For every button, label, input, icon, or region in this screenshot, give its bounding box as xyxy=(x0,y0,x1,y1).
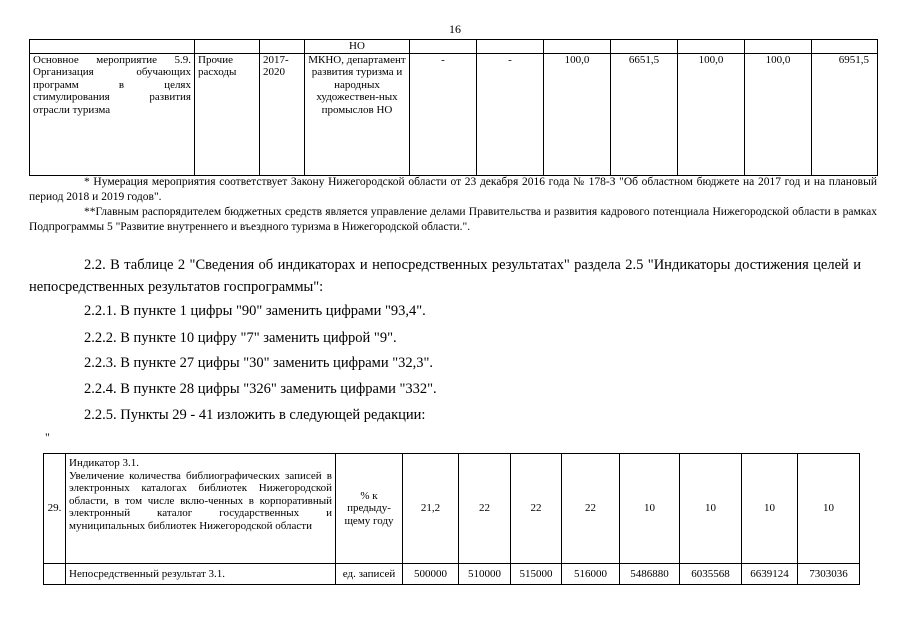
row-number-empty xyxy=(44,564,66,585)
result-value: 6035568 xyxy=(680,564,742,585)
indicator-description: Увеличение количества библиографических записей в электронных каталогах библиотек Нижегородской области, в том числе вклю-ченных в корпоративный электронный каталог государственных и муниципальных библиотек Нижегородской области xyxy=(69,469,332,532)
result-value: 516000 xyxy=(562,564,620,585)
indicator-value: 22 xyxy=(562,454,620,564)
table-header-tail-row xyxy=(30,40,878,54)
footnote-2: **Главным распорядителем бюджетных средств является управление делами Правительства и развития кадрового потенциала Нижегородской области в рамках Подпрограммы 5 "Развитие внутреннего и въездного туризма в Нижегородской области.". xyxy=(29,206,877,233)
activities-table xyxy=(29,39,878,176)
value-3: 100,0 xyxy=(544,53,611,175)
indicator-value: 10 xyxy=(620,454,680,564)
indicator-value: 22 xyxy=(511,454,562,564)
result-value: 6639124 xyxy=(742,564,798,585)
table-row xyxy=(30,53,878,175)
executor-header-tail: НО xyxy=(305,40,410,54)
indicator-value: 10 xyxy=(798,454,860,564)
footnote-1: * Нумерация мероприятия соответствует Закону Нижегородской области от 23 декабря 2016 года № 178-З "Об областном бюджете на 2017 год и на плановый период 2018 и 2019 годов". xyxy=(29,176,877,203)
indicator-cell xyxy=(66,454,336,564)
value-2: - xyxy=(477,53,544,175)
table-row xyxy=(44,454,860,564)
result-value: 7303036 xyxy=(798,564,860,585)
result-title: Непосредственный результат 3.1. xyxy=(66,564,336,585)
value-5: 100,0 xyxy=(678,53,745,175)
indicator-unit: % к предыду-щему году xyxy=(336,454,403,564)
indicator-value: 21,2 xyxy=(403,454,459,564)
paragraph-2-2-5: 2.2.5. Пункты 29 - 41 изложить в следующей редакции: xyxy=(84,407,426,423)
executor: МКНО, департамент развития туризма и народных художествен-ных промыслов НО xyxy=(305,53,410,175)
result-unit: ед. записей xyxy=(336,564,403,585)
row-number: 29. xyxy=(44,454,66,564)
paragraph-2-2: 2.2. В таблице 2 "Сведения об индикаторах и непосредственных результатах" раздела 2.5 "Индикаторы достижения целей и непосредственных результатов госпрограммы": xyxy=(29,257,861,295)
indicator-title: Индикатор 3.1. xyxy=(69,457,140,469)
table-row xyxy=(44,564,860,585)
indicators-table xyxy=(43,453,860,585)
activity-name: Основное мероприятие 5.9. Организация обучающих программ в целях стимулирования развития отрасли туризма xyxy=(30,53,195,175)
indicator-value: 10 xyxy=(680,454,742,564)
value-total: 6951,5 xyxy=(812,53,878,175)
expense-type: Прочие расходы xyxy=(195,53,260,175)
paragraph-2-2-1: 2.2.1. В пункте 1 цифры "90" заменить цифрами "93,4". xyxy=(84,303,426,319)
result-value: 5486880 xyxy=(620,564,680,585)
value-6: 100,0 xyxy=(745,53,812,175)
opening-quote: " xyxy=(45,430,50,444)
period: 2017-2020 xyxy=(260,53,305,175)
paragraph-2-2-2: 2.2.2. В пункте 10 цифру "7" заменить цифрой "9". xyxy=(84,330,397,346)
result-value: 500000 xyxy=(403,564,459,585)
paragraph-2-2-4: 2.2.4. В пункте 28 цифры "326" заменить цифрами "332". xyxy=(84,381,437,397)
value-4: 6651,5 xyxy=(611,53,678,175)
paragraph-2-2-3: 2.2.3. В пункте 27 цифры "30" заменить цифрами "32,3". xyxy=(84,355,434,371)
result-value: 515000 xyxy=(511,564,562,585)
indicator-value: 22 xyxy=(459,454,511,564)
result-value: 510000 xyxy=(459,564,511,585)
page-number: 16 xyxy=(449,22,461,36)
indicator-value: 10 xyxy=(742,454,798,564)
value-1: - xyxy=(410,53,477,175)
